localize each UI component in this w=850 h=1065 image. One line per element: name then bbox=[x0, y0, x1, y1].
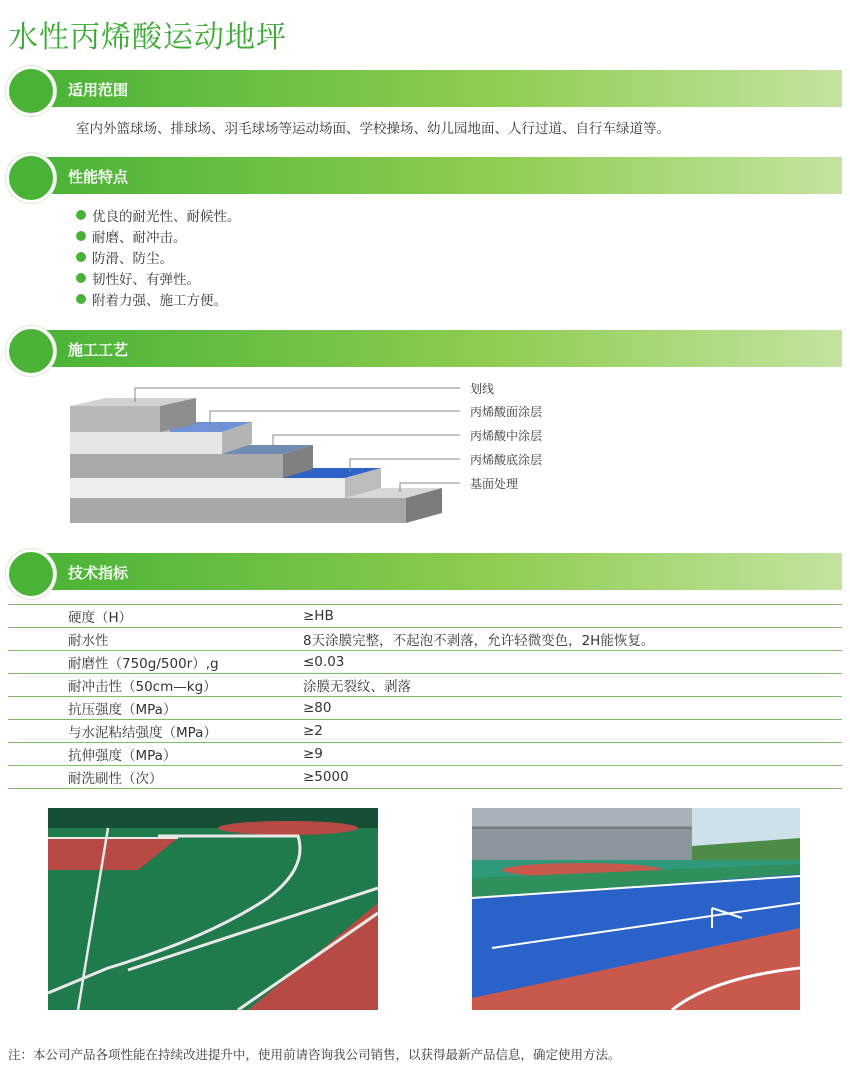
section-heading: 性能特点 bbox=[68, 168, 129, 186]
layer-label: 丙烯酸面涂层 bbox=[470, 405, 543, 419]
feature-text: 防滑、防尘。 bbox=[92, 250, 173, 267]
bullet-icon bbox=[76, 273, 86, 283]
layer-middle-front bbox=[70, 454, 283, 478]
feature-text: 优良的耐光性、耐候性。 bbox=[92, 208, 241, 225]
spec-value: ≤0.03 bbox=[303, 651, 842, 674]
section-circle-icon bbox=[6, 66, 56, 116]
spec-label: 耐水性 bbox=[8, 628, 303, 651]
section-header-bar bbox=[40, 157, 842, 194]
bullet-icon bbox=[76, 294, 86, 304]
list-item bbox=[76, 288, 241, 309]
spec-label: 耐冲击性（50cm—kg） bbox=[8, 674, 303, 697]
coating-layers-diagram bbox=[60, 380, 560, 528]
spec-value: ≥80 bbox=[303, 697, 842, 720]
section-heading: 技术指标 bbox=[68, 564, 129, 582]
application-text: 室内外篮球场、排球场、羽毛球场等运动场面、学校操场、幼儿园地面、人行过道、自行车绿道等。 bbox=[76, 121, 670, 137]
spec-value: ≥5000 bbox=[303, 766, 842, 789]
green-court-photo bbox=[48, 808, 378, 1010]
footer-note: 注：本公司产品各项性能在持续改进提升中，使用前请咨询我公司销售，以获得最新产品信息，确定使用方法。 bbox=[8, 1047, 621, 1062]
spec-label: 抗伸强度（MPa） bbox=[8, 743, 303, 766]
layer-top-coat-front bbox=[70, 432, 222, 454]
section-heading: 适用范围 bbox=[68, 81, 129, 99]
layer-line-front bbox=[70, 406, 170, 432]
layer-label: 丙烯酸中涂层 bbox=[470, 429, 543, 443]
feature-text: 附着力强、施工方便。 bbox=[92, 292, 227, 309]
section-header-bar bbox=[40, 553, 842, 590]
layer-label: 划线 bbox=[470, 382, 495, 396]
layer-primer-front bbox=[70, 478, 345, 498]
blue-court-photo bbox=[472, 808, 800, 1010]
spec-value: 涂膜无裂纹、剥落 bbox=[303, 674, 842, 697]
bullet-icon bbox=[76, 210, 86, 220]
feature-list bbox=[76, 204, 241, 309]
spec-value: 8天涂膜完整，不起泡不剥落，允许轻微变色，2H能恢复。 bbox=[303, 628, 842, 651]
feature-text: 韧性好、有弹性。 bbox=[92, 271, 200, 288]
layer-label: 基面处理 bbox=[470, 477, 519, 491]
spec-label: 硬度（H） bbox=[8, 605, 303, 628]
bullet-icon bbox=[76, 231, 86, 241]
section-header-bar bbox=[40, 330, 842, 367]
table-row bbox=[8, 605, 842, 628]
spec-label: 耐洗刷性（次） bbox=[8, 766, 303, 789]
layer-label: 丙烯酸底涂层 bbox=[470, 453, 543, 467]
list-item bbox=[76, 204, 241, 225]
section-header-bar bbox=[40, 70, 842, 107]
bullet-icon bbox=[76, 252, 86, 262]
spec-label: 耐磨性（750g/500r）,g bbox=[8, 651, 303, 674]
page-title: 水性丙烯酸运动地坪 bbox=[8, 20, 287, 55]
section-circle-icon bbox=[6, 153, 56, 203]
spec-label: 抗压强度（MPa） bbox=[8, 697, 303, 720]
spec-value: ≥9 bbox=[303, 743, 842, 766]
spec-table bbox=[8, 604, 842, 789]
spec-value: ≥2 bbox=[303, 720, 842, 743]
list-item bbox=[76, 225, 241, 246]
section-heading: 施工工艺 bbox=[68, 341, 129, 359]
layer-base-front bbox=[70, 498, 406, 523]
section-circle-icon bbox=[6, 549, 56, 599]
spec-label: 与水泥粘结强度（MPa） bbox=[8, 720, 303, 743]
table-row bbox=[8, 766, 842, 789]
spec-value: ≥HB bbox=[303, 605, 842, 628]
table-row bbox=[8, 674, 842, 697]
list-item bbox=[76, 267, 241, 288]
table-row bbox=[8, 720, 842, 743]
section-circle-icon bbox=[6, 326, 56, 376]
table-row bbox=[8, 651, 842, 674]
list-item bbox=[76, 246, 241, 267]
table-row bbox=[8, 697, 842, 720]
feature-text: 耐磨、耐冲击。 bbox=[92, 229, 187, 246]
table-row bbox=[8, 743, 842, 766]
table-row bbox=[8, 628, 842, 651]
